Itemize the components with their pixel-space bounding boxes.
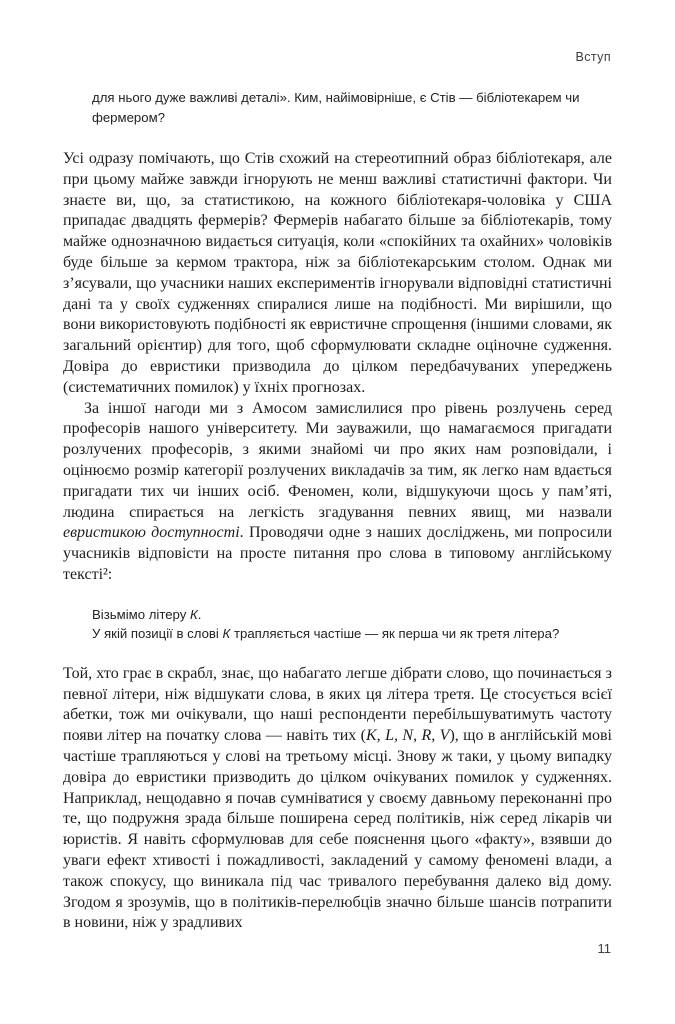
paragraph-2-text-end: . Проводячи одне з наших досліджень, ми попросили учасників відповісти на просте питання про слова в типовому англійському тексті²: <box>63 524 613 583</box>
page-content <box>63 88 612 934</box>
letters-klnrv: K, L, N, R, V <box>366 727 450 745</box>
letter-k-line2-letter: К <box>222 626 231 642</box>
running-header: Вступ <box>575 50 611 64</box>
letter-k-line2-suffix: трапляється частіше — як перша чи як третя літера? <box>230 626 560 642</box>
paragraph-similarity-heuristic: Усі одразу помічають, що Стів схожий на стереотипний образ бібліотекаря, але при цьому майже завжди ігнорують не менш важливі статистичні фактори. Чи знаєте ви, що, за статистикою, на кожного бібліотекаря-чоловіка у США припадає двадцять фермерів? Фермерів набагато більше за бібліотекарів, тому майже однозначною видається ситуація, коли «спокійних та охайних» чоловіків буде більше за кермом трактора, ніж за бібліотекарським столом. Однак ми з’ясували, що учасники наших експериментів ігнорували відповідні статистичні дані та у своїх судженнях спиралися лише на подібності. Ми вирішили, що вони використовують подібності як евристичне спрощення (іншими словами, як загальний орієнтир) для того, щоб сформулювати складне оціночне судження. Довіра до евристики призводила до цілком передбачуваних упереджень (систематичних помилок) у їхніх прогнозах. <box>63 150 613 396</box>
paragraph-3-text-end: ), що в англійській мові частіше трапляються у слові на третьому місці. Знову ж таки, у цьому випадку довіра до евристики призводить до цілком очікуваних помилок у судженнях. Наприклад, нещодавно я почав сумніватися у своєму давньому переконанні про те, що подружня зрада більше поширена серед політиків, ніж серед лікарів чи юристів. Я навіть сформулював для себе пояснення цього «факту», взявши до уваги ефект хтивості і пожадливості, закладений у самому феномені влади, а також спокусу, що виникала під час тривалого перебування далеко від дому. Згодом я зрозумів, що в політиків-перелюбців значно більше шансів потрапити в новини, ніж у зрадливих <box>63 727 612 932</box>
inset-letter-k-line-1 <box>92 605 597 625</box>
letter-k-line2-prefix: У якій позиції в слові <box>92 626 223 642</box>
paragraph-2-text-start: За іншої нагоди ми з Амосом замислилися про рівень розлучень серед професорів нашого університету. Ми зауважили, що намагаємося пригадати розлучених професорів, з якими знайомі чи про яких нам розповідали, і оцінюємо розмір категорії розлучених викладачів за тим, як легко нам вдається пригадати тих чи інших осіб. Феномен, коли, відшукуючи щось у пам’яті, людина спирається на легкість згадування певних явищ, ми назвали <box>63 399 612 521</box>
inset-question-letter-k <box>92 605 597 644</box>
letter-k-line1-prefix: Візьмімо літеру <box>92 606 190 622</box>
inset-letter-k-line-2 <box>92 624 597 644</box>
paragraph-3-text-start: Той, хто грає в скрабл, знає, що набагато легше дібрати слово, що починається з певної літери, ніж відшукати слова, в яких ця літера третя. Це стосується всієї абетки, тож ми очікували, що наші респонденти перебільшуватимуть частоту появи літер на початку слова — навіть тих ( <box>63 664 612 745</box>
letter-k-line1-letter: К <box>190 606 198 622</box>
page-number: 11 <box>597 941 611 956</box>
term-availability-heuristic: евристикою доступності <box>63 524 240 542</box>
inset-question-steve <box>92 88 597 127</box>
letter-k-line1-suffix: . <box>197 606 202 622</box>
inset-question-steve-text: для нього дуже важливі деталі». Ким, найімовірніше, є Стів — бібліотекарем чи фермером? <box>92 90 580 125</box>
paragraph-scrabble-bias <box>63 664 612 934</box>
paragraph-availability-heuristic <box>63 399 612 586</box>
